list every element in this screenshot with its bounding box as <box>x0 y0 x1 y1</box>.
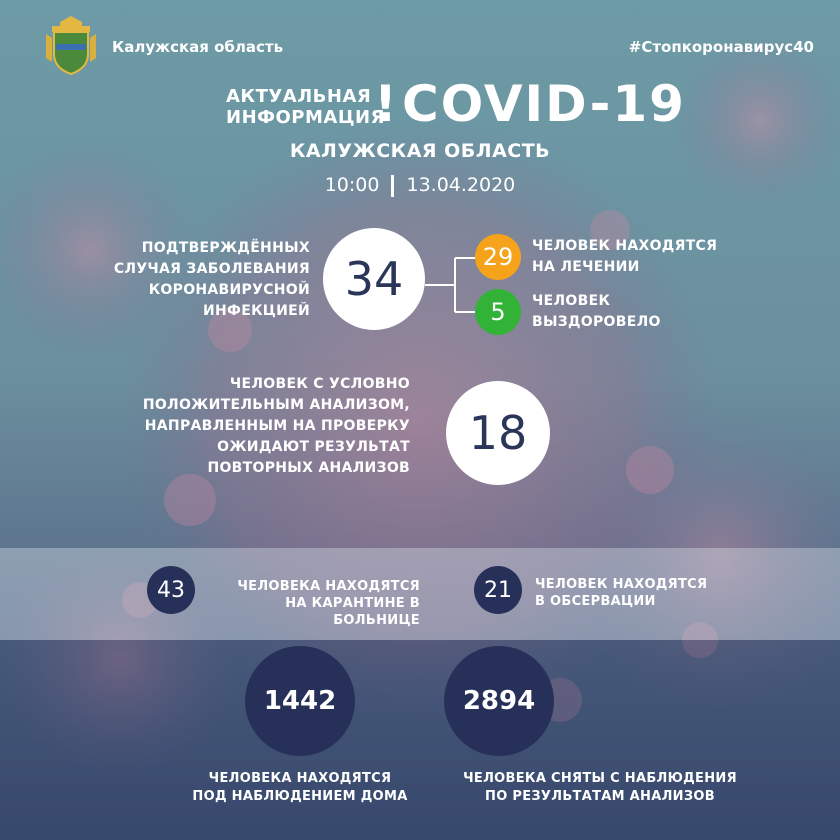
confirmed-count: 34 <box>344 252 404 306</box>
removed-observation-count: 2894 <box>462 686 536 716</box>
observation-label <box>535 576 707 610</box>
observation-label-line: В ОБСЕРВАЦИИ <box>535 594 656 609</box>
recovered-label-line: ВЫЗДОРОВЕЛО <box>532 314 661 330</box>
report-datetime <box>0 174 840 197</box>
hospital-quarantine-label-line: ЧЕЛОВЕКА НАХОДЯТСЯ <box>237 579 420 594</box>
info-label <box>226 86 385 128</box>
observation-count: 21 <box>484 577 512 603</box>
removed-observation-label-line: ПО РЕЗУЛЬТАТАМ АНАЛИЗОВ <box>485 789 715 804</box>
confirmed-label-line: ПОДТВЕРЖДЁННЫХ <box>141 240 310 256</box>
datetime-divider <box>391 175 394 197</box>
coat-of-arms-icon <box>42 14 100 76</box>
hospital-quarantine-label <box>196 578 420 629</box>
recovered-label-line: ЧЕЛОВЕК <box>532 293 611 309</box>
awaiting-label-line: ОЖИДАЮТ РЕЗУЛЬТАТ <box>217 439 410 455</box>
home-observation-label-line: ПОД НАБЛЮДЕНИЕМ ДОМА <box>192 789 408 804</box>
report-time: 10:00 <box>324 174 380 196</box>
region-subtitle: КАЛУЖСКАЯ ОБЛАСТЬ <box>289 140 551 162</box>
hashtag[interactable]: #Стопкоронавирус40 <box>628 38 814 56</box>
info-label-line2: ИНФОРМАЦИЯ <box>226 107 385 128</box>
report-date: 13.04.2020 <box>406 174 516 196</box>
awaiting-retest-circle <box>446 381 550 485</box>
in-treatment-label <box>532 236 717 278</box>
recovered-count: 5 <box>490 298 506 326</box>
awaiting-label-line: ПОЛОЖИТЕЛЬНЫМ АНАЛИЗОМ, <box>142 397 410 413</box>
awaiting-label-line: ЧЕЛОВЕК С УСЛОВНО <box>229 376 410 392</box>
exclamation-mark: ! <box>374 75 397 133</box>
confirmed-label <box>40 238 310 322</box>
recovered-circle <box>475 289 521 335</box>
in-treatment-count: 29 <box>482 243 514 271</box>
in-treatment-label-line: НА ЛЕЧЕНИИ <box>532 259 640 275</box>
observation-circle <box>474 566 522 614</box>
home-observation-label <box>130 770 470 806</box>
observation-section <box>0 640 840 840</box>
confirmed-label-line: КОРОНАВИРУСНОЙ ИНФЕКЦИЕЙ <box>148 282 310 319</box>
removed-observation-circle <box>444 646 554 756</box>
home-observation-circle <box>245 646 355 756</box>
home-observation-count: 1442 <box>263 686 337 716</box>
quarantine-band <box>0 548 840 640</box>
covid-title: COVID-19 <box>402 75 686 133</box>
awaiting-label-line: ПОВТОРНЫХ АНАЛИЗОВ <box>207 460 410 476</box>
observation-label-line: ЧЕЛОВЕК НАХОДЯТСЯ <box>535 577 708 592</box>
hospital-quarantine-circle <box>147 566 195 614</box>
awaiting-retest-label <box>120 374 410 479</box>
in-treatment-circle <box>475 234 521 280</box>
removed-observation-label <box>420 770 780 806</box>
removed-observation-label-line: ЧЕЛОВЕКА СНЯТЫ С НАБЛЮДЕНИЯ <box>463 771 737 786</box>
confirmed-label-line: СЛУЧАЯ ЗАБОЛЕВАНИЯ <box>113 261 310 277</box>
info-label-line1: АКТУАЛЬНАЯ <box>226 86 372 107</box>
hospital-quarantine-count: 43 <box>157 577 185 603</box>
awaiting-label-line: НАПРАВЛЕННЫМ НА ПРОВЕРКУ <box>144 418 410 434</box>
awaiting-retest-count: 18 <box>468 406 528 460</box>
region-name: Калужская область <box>112 38 284 56</box>
home-observation-label-line: ЧЕЛОВЕКА НАХОДЯТСЯ <box>208 771 392 786</box>
hospital-quarantine-label-line: НА КАРАНТИНЕ В БОЛЬНИЦЕ <box>285 596 420 628</box>
recovered-label <box>532 291 661 333</box>
in-treatment-label-line: ЧЕЛОВЕК НАХОДЯТСЯ <box>532 238 718 254</box>
confirmed-count-circle <box>323 228 425 330</box>
